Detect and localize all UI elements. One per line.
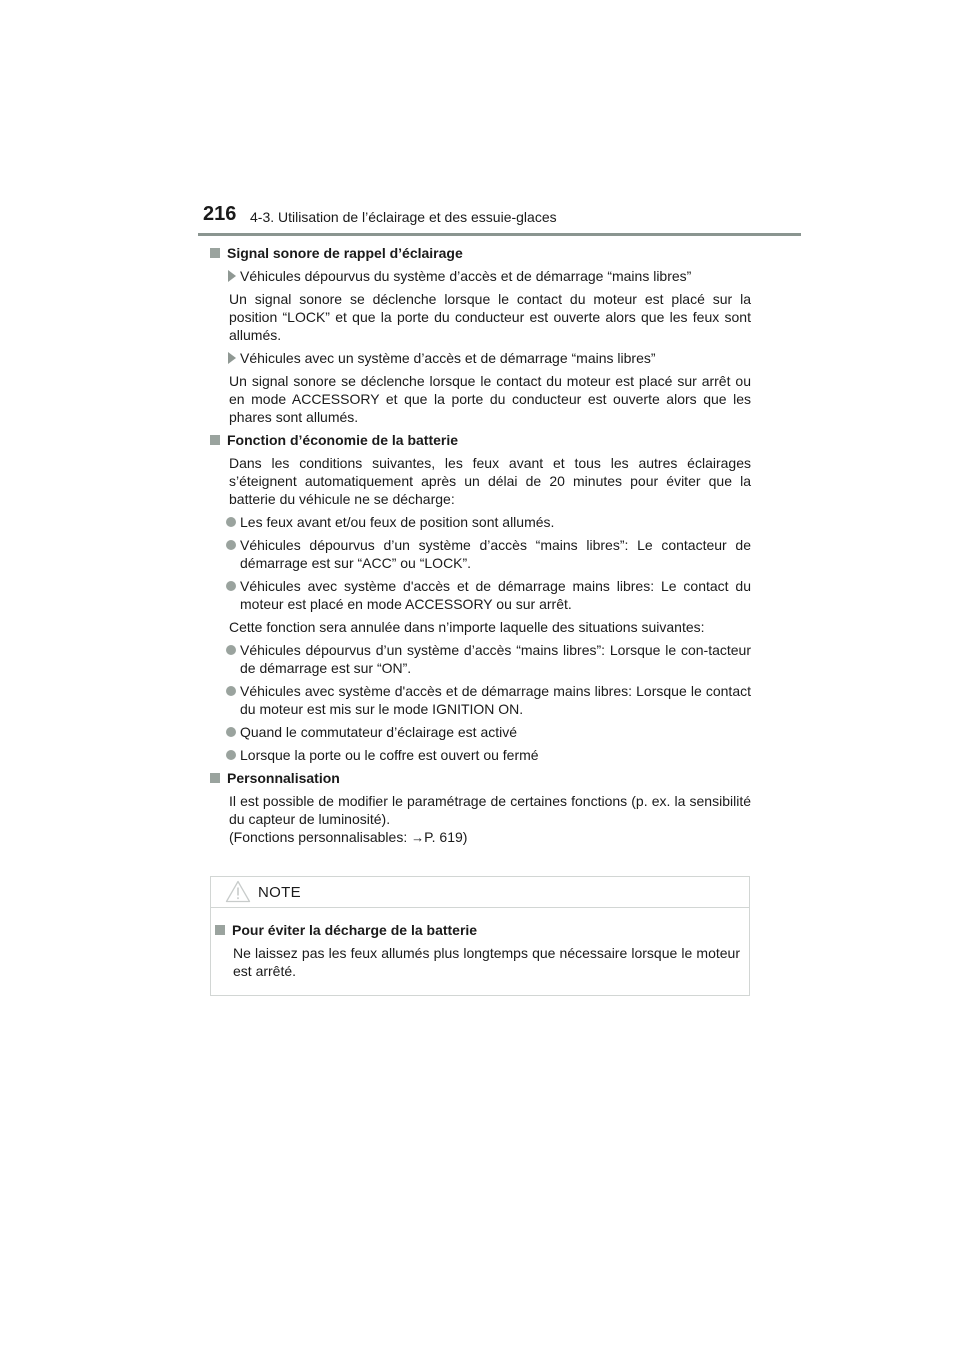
heading-battery-saver — [210, 431, 751, 449]
list-item — [210, 723, 751, 741]
circle-bullet-icon — [226, 750, 236, 760]
paragraph — [210, 792, 751, 847]
list-item-text: Les feux avant et/ou feux de position sont allumés. — [240, 514, 555, 530]
list-item-text: Véhicules avec système d'accès et de démarrage mains libres: Le contact du moteur est placé en mode ACCESSORY ou sur arrêt. — [240, 578, 751, 612]
triangle-bullet-icon — [228, 352, 236, 364]
circle-bullet-icon — [226, 686, 236, 696]
heading-text: Signal sonore de rappel d’éclairage — [227, 245, 463, 261]
triangle-bullet-icon — [228, 270, 236, 282]
section-title: 4-3. Utilisation de l’éclairage et des essuie-glaces — [250, 209, 557, 225]
paragraph: Cette fonction sera annulée dans n’importe laquelle des situations suivantes: — [229, 619, 705, 635]
page-content — [210, 244, 751, 847]
reference-prefix: (Fonctions personnalisables: — [229, 829, 412, 845]
arrow-icon: → — [411, 830, 425, 845]
list-item — [210, 536, 751, 572]
paragraph: Un signal sonore se déclenche lorsque le contact du moteur est placé sur la position “LOCK” et que la porte du conducteur est ouverte alors que les feux sont allumés. — [229, 291, 751, 343]
heading-text: Personnalisation — [227, 770, 340, 786]
list-item — [210, 641, 751, 677]
list-item-text: Véhicules avec système d'accès et de démarrage mains libres: Lorsque le contact du moteur est mis sur le mode IGNITION ON. — [240, 683, 751, 717]
square-bullet-icon — [210, 435, 220, 445]
subheading-with-smart-key — [210, 349, 751, 367]
note-box — [210, 876, 750, 996]
square-bullet-icon — [210, 248, 220, 258]
paragraph: Un signal sonore se déclenche lorsque le contact du moteur est placé sur arrêt ou en mode ACCESSORY et que la porte du conducteur est ouverte alors que les phares sont allumés. — [229, 373, 751, 425]
reference-suffix: ) — [462, 829, 468, 845]
circle-bullet-icon — [226, 581, 236, 591]
list-item — [210, 746, 751, 764]
note-text: Ne laissez pas les feux allumés plus longtemps que nécessaire lorsque le moteur est arrêté. — [233, 945, 740, 979]
circle-bullet-icon — [226, 645, 236, 655]
subheading-text: Véhicules avec un système d’accès et de démarrage “mains libres” — [240, 350, 656, 366]
circle-bullet-icon — [226, 540, 236, 550]
paragraph: Dans les conditions suivantes, les feux avant et tous les autres éclairages s’éteignent automatiquement après un délai de 20 minutes pour éviter que la batterie du véhicule ne se décharge: — [229, 455, 751, 507]
note-body — [211, 908, 749, 980]
page-number: 216 — [203, 203, 237, 225]
note-label: NOTE — [258, 884, 301, 901]
note-heading-text: Pour éviter la décharge de la batterie — [232, 922, 478, 938]
list-item-text: Véhicules dépourvus d’un système d’accès “mains libres”: Lorsque le con-tacteur de démarrage est sur “ON”. — [240, 642, 751, 676]
heading-lighting-reminder — [210, 244, 751, 262]
page-header — [198, 200, 801, 236]
list-item — [210, 513, 751, 531]
square-bullet-icon — [210, 773, 220, 783]
subheading-without-smart-key — [210, 267, 751, 285]
list-item-text: Quand le commutateur d’éclairage est activé — [240, 724, 518, 740]
circle-bullet-icon — [226, 517, 236, 527]
list-item-text: Lorsque la porte ou le coffre est ouvert ou fermé — [240, 747, 539, 763]
note-header — [211, 877, 749, 908]
heading-text: Fonction d’économie de la batterie — [227, 432, 459, 448]
warning-triangle-icon — [225, 880, 251, 903]
list-item — [210, 577, 751, 613]
paragraph-text: Il est possible de modifier le paramétrage de certaines fonctions (p. ex. la sensibilité du capteur de luminosité). — [229, 793, 751, 827]
list-item — [210, 682, 751, 718]
header-divider — [198, 233, 801, 236]
page-reference-link[interactable]: P. 619 — [424, 829, 463, 845]
subheading-text: Véhicules dépourvus du système d’accès et de démarrage “mains libres” — [240, 268, 692, 284]
heading-customization — [210, 769, 751, 787]
note-heading — [215, 921, 740, 939]
list-item-text: Véhicules dépourvus d’un système d’accès “mains libres”: Le contacteur de démarrage est sur “ACC” ou “LOCK”. — [240, 537, 751, 571]
square-bullet-icon — [215, 925, 225, 935]
circle-bullet-icon — [226, 727, 236, 737]
